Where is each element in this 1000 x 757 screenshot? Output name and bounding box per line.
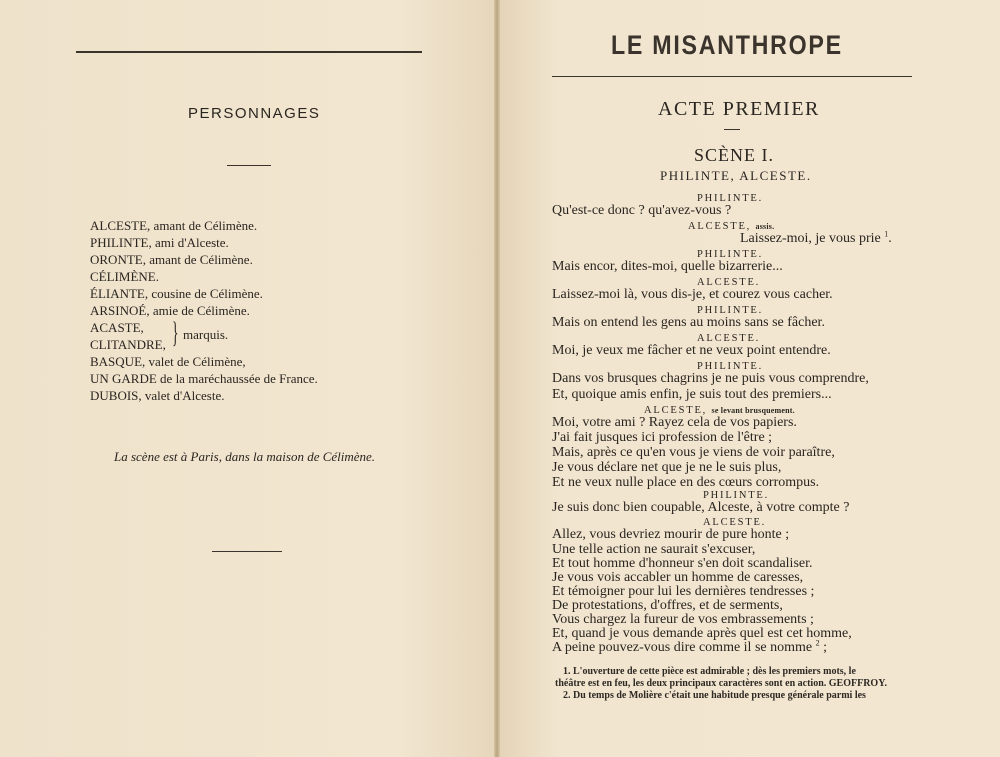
cast-item-clitandre: CLITANDRE, xyxy=(90,337,166,352)
left-end-ornament xyxy=(212,551,282,552)
verse-line: Et, quand je vous demande après quel est cet homme, xyxy=(552,626,852,641)
speaker-label: ALCESTE, assis. xyxy=(688,221,775,232)
verse-line: J'ai fait jusques ici profession de l'être ; xyxy=(552,430,773,445)
cast-item-philinte: PHILINTE, ami d'Alceste. xyxy=(90,235,229,250)
verse-line: Je vous déclare net que je ne le suis plus, xyxy=(552,460,782,475)
left-header-rule xyxy=(76,51,422,53)
cast-list-title: PERSONNAGES xyxy=(188,105,321,122)
verse-line: Je suis donc bien coupable, Alceste, à votre compte ? xyxy=(552,500,850,515)
cast-item-oronte: ORONTE, amant de Célimène. xyxy=(90,252,253,267)
book-gutter xyxy=(494,0,500,757)
brace-symbol: } xyxy=(172,316,179,349)
cast-item-basque: BASQUE, valet de Célimène, xyxy=(90,354,246,369)
speaker-label: ALCESTE. xyxy=(697,277,761,288)
verse-line: Moi, je veux me fâcher et ne veux point entendre. xyxy=(552,343,831,358)
cast-title-rule xyxy=(227,165,271,166)
speaker-label: ALCESTE. xyxy=(703,517,767,528)
cast-item-acaste: ACASTE, xyxy=(90,320,144,335)
footnote-ref: 2 xyxy=(815,638,820,648)
speaker-label: PHILINTE. xyxy=(697,249,764,260)
speaker-label: PHILINTE. xyxy=(697,305,764,316)
stage-direction: assis. xyxy=(755,222,775,231)
speaker-label: ALCESTE. xyxy=(697,333,761,344)
play-title: LE MISANTHROPE xyxy=(611,30,843,60)
act-rule xyxy=(724,129,740,130)
verse-line: Dans vos brusques chagrins je ne puis vous comprendre, xyxy=(552,371,869,386)
scene-characters: PHILINTE, ALCESTE. xyxy=(660,168,812,183)
footnote-line: 2. Du temps de Molière c'était une habitude presque générale parmi les xyxy=(563,690,866,701)
speaker-label: PHILINTE. xyxy=(703,490,770,501)
act-heading: ACTE PREMIER xyxy=(658,98,820,120)
title-rule xyxy=(552,76,912,77)
verse-line: Et tout homme d'honneur s'en doit scandaliser. xyxy=(552,556,813,571)
cast-item-garde: UN GARDE de la maréchaussée de France. xyxy=(90,371,318,386)
verse-line: De protestations, d'offres, et de serments, xyxy=(552,598,783,613)
footnote-line: 1. L'ouverture de cette pièce est admirable ; dès les premiers mots, le xyxy=(563,666,856,677)
footnote-line: théâtre est en feu, les deux principaux caractères sont en action. GEOFFROY. xyxy=(555,678,888,689)
verse-line: Et, quoique amis enfin, je suis tout des premiers... xyxy=(552,387,832,402)
brace-label: marquis. xyxy=(183,327,229,342)
speaker-label: ALCESTE, se levant brusquement. xyxy=(644,405,795,416)
verse-line: Vous chargez la fureur de vos embrassements ; xyxy=(552,612,814,627)
verse-line: Laissez-moi, je vous prie $^1$. xyxy=(740,229,892,246)
verse-line: Et témoigner pour lui les dernières tendresses ; xyxy=(552,584,815,599)
scene-heading: SCÈNE I. xyxy=(694,145,774,165)
cast-item-eliante: ÉLIANTE, cousine de Célimène. xyxy=(90,286,263,301)
verse-line: Qu'est-ce donc ? qu'avez-vous ? xyxy=(552,203,732,218)
verse-line: Mais, après ce qu'en vous je viens de voir paraître, xyxy=(552,445,835,460)
verse-line: A peine pouvez-vous dire comme il se nomme $^2$ ; xyxy=(552,638,827,655)
cast-item-celimene: CÉLIMÈNE. xyxy=(90,269,159,284)
verse-line: Je vous vois accabler un homme de caresses, xyxy=(552,570,804,585)
scene-location-note: La scène est à Paris, dans la maison de Célimène. xyxy=(114,449,376,464)
verse-line: Mais on entend les gens au moins sans se fâcher. xyxy=(552,315,825,330)
cast-item-arsinoe: ARSINOÉ, amie de Célimène. xyxy=(90,303,250,318)
verse-line: Mais encor, dites-moi, quelle bizarrerie... xyxy=(552,259,783,274)
verse-line: Allez, vous devriez mourir de pure honte ; xyxy=(552,527,790,542)
verse-line: Et ne veux nulle place en des cœurs corrompus. xyxy=(552,475,820,490)
verse-line: Une telle action ne saurait s'excuser, xyxy=(552,542,756,557)
cast-item-dubois: DUBOIS, valet d'Alceste. xyxy=(90,388,225,403)
footnote-ref: 1 xyxy=(884,229,889,239)
verse-line: Moi, votre ami ? Rayez cela de vos papiers. xyxy=(552,415,797,430)
speaker-label: PHILINTE. xyxy=(697,193,764,204)
speaker-label: PHILINTE. xyxy=(697,361,764,372)
stage-direction: se levant brusquement. xyxy=(711,406,795,415)
cast-item-alceste: ALCESTE, amant de Célimène. xyxy=(90,218,258,233)
verse-line: Laissez-moi là, vous dis-je, et courez vous cacher. xyxy=(552,287,833,302)
